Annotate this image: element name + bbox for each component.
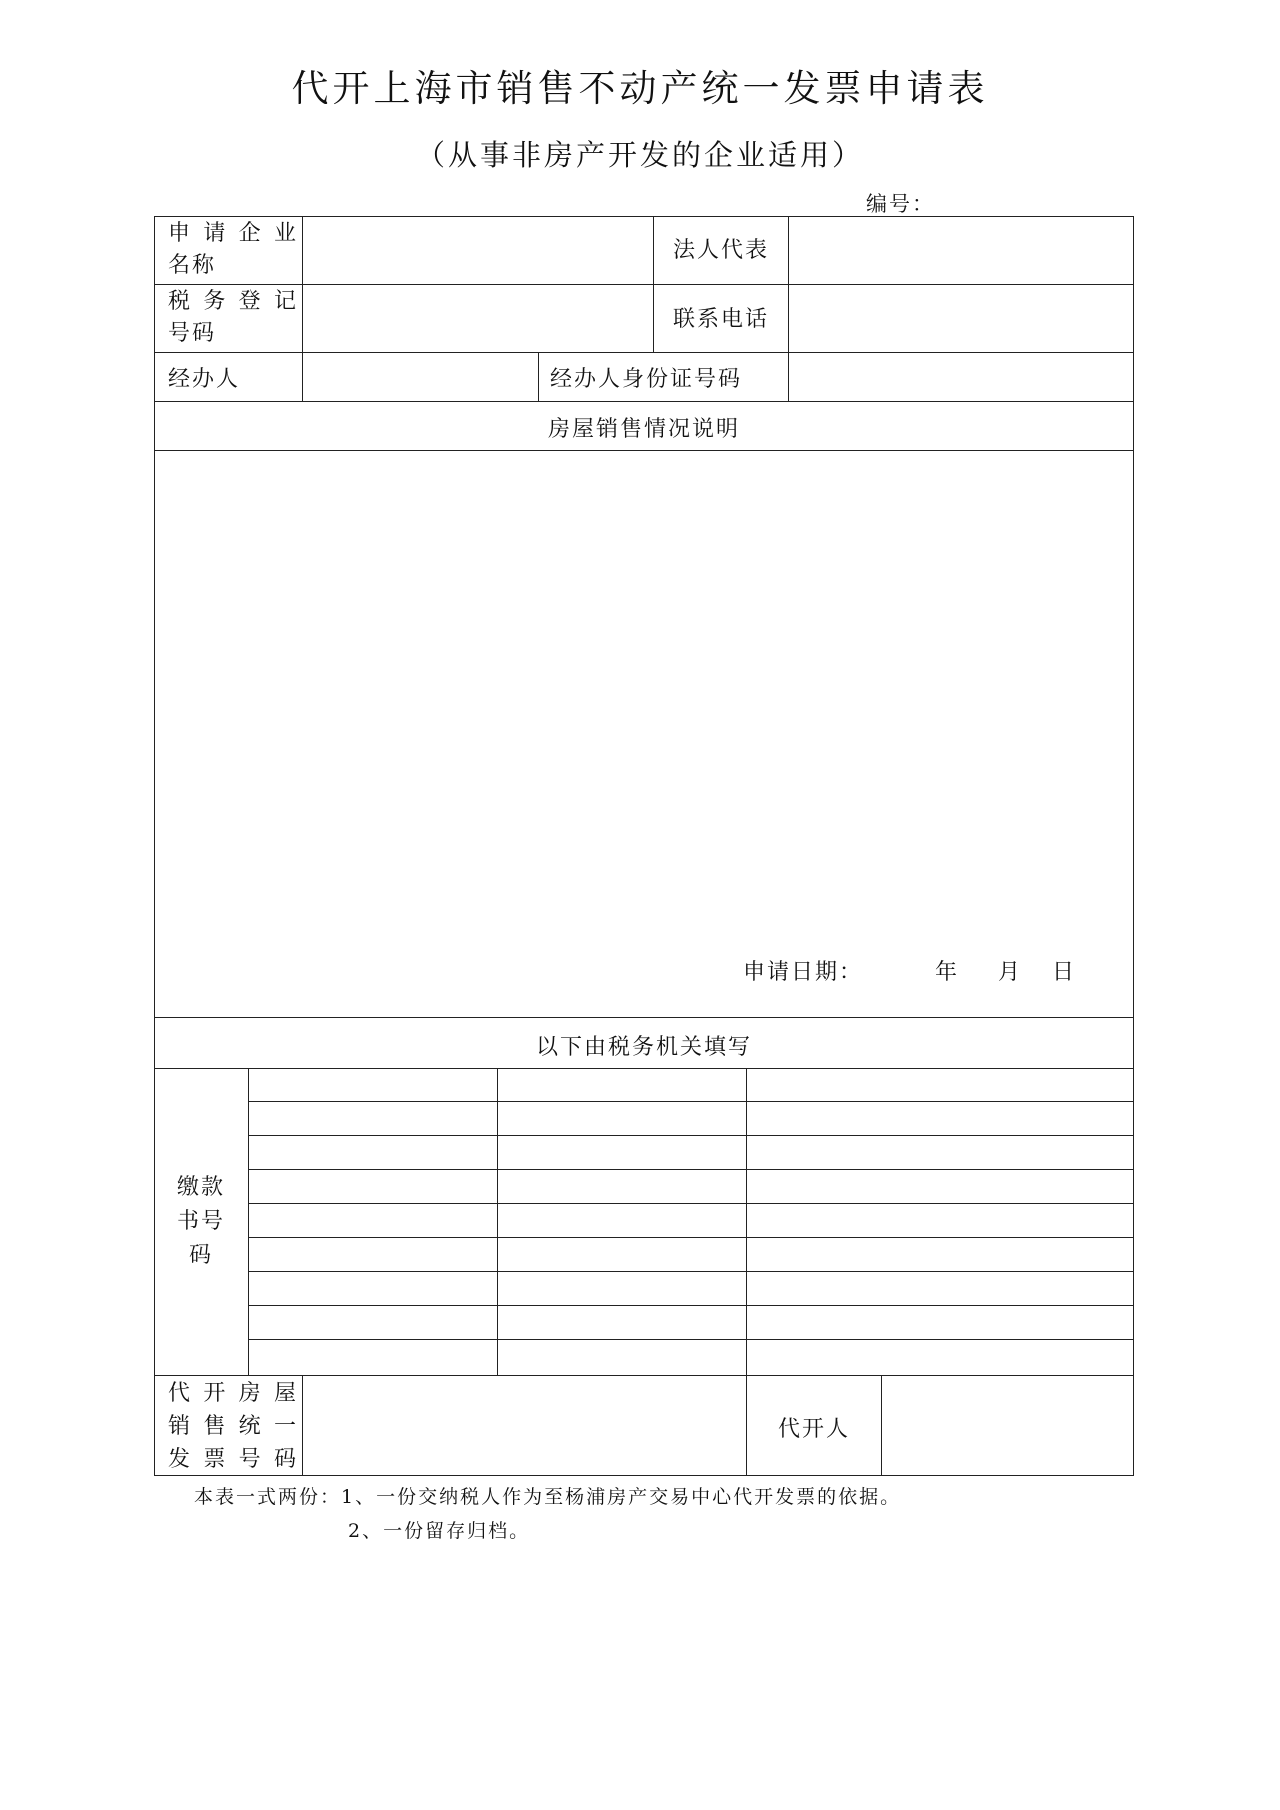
invoice-number-label-line1: 代开房屋 [168, 1381, 298, 1406]
phone-field[interactable] [789, 285, 1132, 351]
payment-number-label-line3: 码 [188, 1243, 213, 1268]
day-label: 日 [1052, 960, 1077, 985]
payment-number-label [166, 1171, 236, 1273]
handler-label: 经办人 [168, 367, 241, 392]
row-divider [154, 1068, 1134, 1069]
row-divider [154, 1017, 1134, 1018]
grid-row-line [248, 1169, 1134, 1170]
tax-registration-label-line1: 税务登记 [168, 289, 298, 314]
company-name-field[interactable] [303, 217, 652, 283]
company-name-label-line1: 申请企业 [168, 221, 298, 246]
grid-row-line [248, 1135, 1134, 1136]
grid-divider [497, 1068, 498, 1376]
tax-registration-field[interactable] [303, 285, 652, 351]
tax-registration-label-line2: 号码 [168, 321, 217, 346]
form-title: 代开上海市销售不动产统一发票申请表 [291, 67, 989, 110]
payment-number-label-line2: 书号 [176, 1209, 225, 1234]
grid-row-line [248, 1305, 1134, 1306]
issuer-field[interactable] [882, 1376, 1132, 1474]
table-border-right [1133, 216, 1134, 1476]
grid-divider [248, 1068, 249, 1376]
month-label: 月 [998, 960, 1023, 985]
grid-row-line [248, 1237, 1134, 1238]
sales-description-field[interactable] [155, 451, 1133, 951]
column-divider [538, 352, 539, 402]
handler-id-field[interactable] [789, 353, 1132, 401]
invoice-number-field[interactable] [303, 1376, 745, 1474]
tax-section-title: 以下由税务机关填写 [535, 1035, 752, 1060]
tax-registration-label [168, 286, 298, 350]
grid-row-line [248, 1101, 1134, 1102]
serial-number-label: 编号： [866, 192, 935, 216]
grid-divider [746, 1068, 747, 1376]
legal-representative-field[interactable] [789, 217, 1132, 283]
legal-representative-label: 法人代表 [672, 238, 769, 263]
issuer-label: 代开人 [777, 1417, 850, 1442]
invoice-number-label-line2: 销售统一 [168, 1414, 298, 1439]
table-border-bottom [154, 1475, 1134, 1476]
apply-date-label: 申请日期： [743, 960, 864, 985]
footer-note-1: 本表一式两份：1、一份交纳税人作为至杨浦房产交易中心代开发票的依据。 [194, 1486, 902, 1508]
form-subtitle: （从事非房产开发的企业适用） [415, 138, 864, 172]
payment-number-label-line1: 缴款 [176, 1175, 225, 1200]
phone-label: 联系电话 [672, 307, 769, 332]
company-name-label [168, 218, 298, 282]
invoice-number-label [168, 1377, 298, 1476]
footer-note-2: 2、一份留存归档。 [348, 1520, 531, 1542]
year-label: 年 [935, 960, 960, 985]
invoice-number-label-line3: 发票号码 [168, 1447, 298, 1472]
grid-row-line [248, 1271, 1134, 1272]
sales-section-title: 房屋销售情况说明 [547, 417, 740, 442]
grid-row-line [248, 1339, 1134, 1340]
grid-row-line [248, 1203, 1134, 1204]
row-divider [154, 401, 1134, 402]
handler-field[interactable] [303, 353, 537, 401]
company-name-label-line2: 名称 [168, 253, 217, 278]
handler-id-label: 经办人身份证号码 [550, 367, 743, 392]
